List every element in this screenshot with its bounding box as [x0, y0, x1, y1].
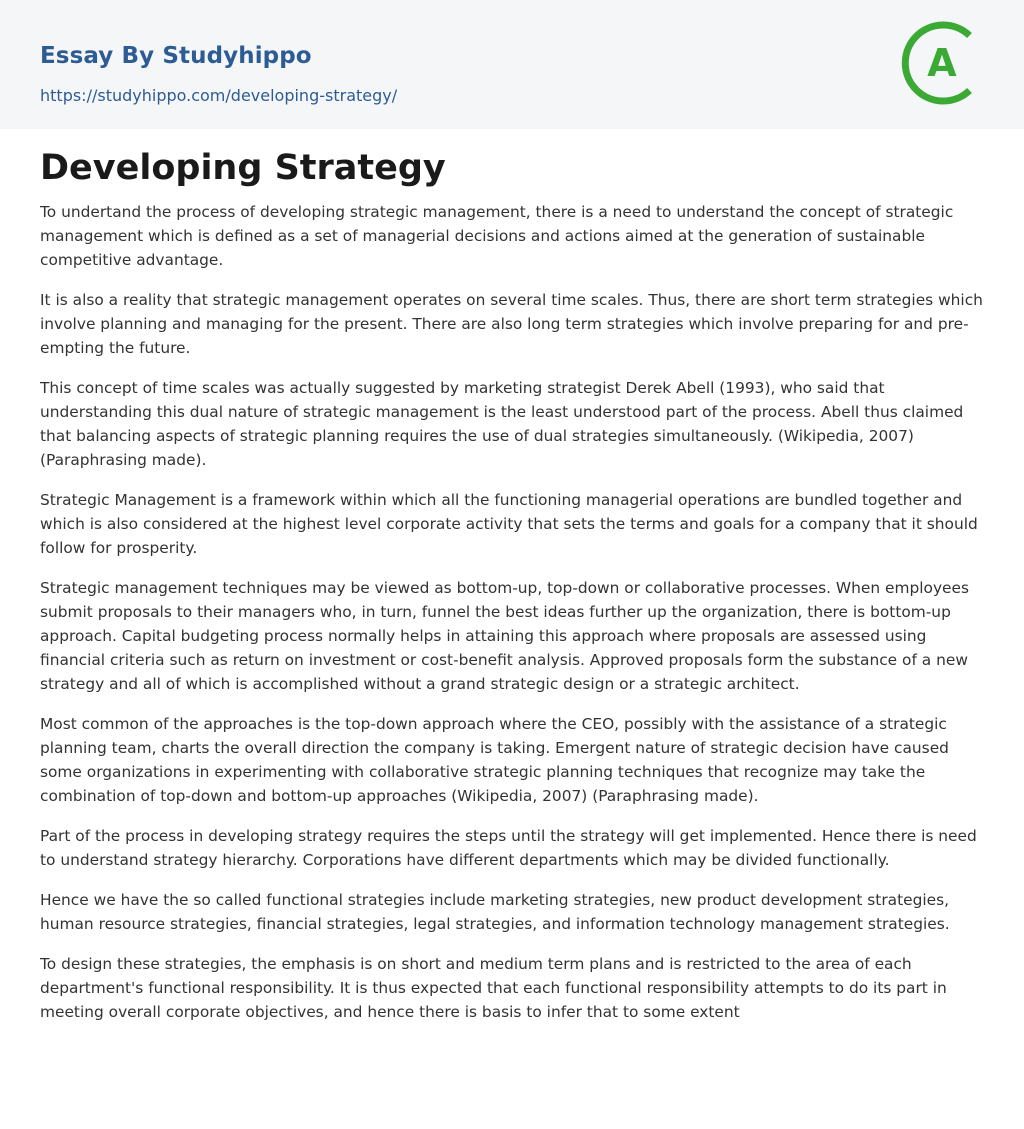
paragraph: To design these strategies, the emphasis is on short and medium term plans and is restricted to the area of each department's functional responsibility. It is thus expected that each functional responsibility attempts to do its part in meeting overall corporate objectives, and hence there is basis to infer that to some extent	[40, 955, 947, 1021]
paragraph: Hence we have the so called functional strategies include marketing strategies, new product development strategies, human resource strategies, financial strategies, legal strategies, and information technology management strategies.	[40, 891, 950, 933]
article-body	[40, 200, 988, 1040]
paragraph: Strategic Management is a framework within which all the functioning managerial operations are bundled together and which is also considered at the highest level corporate activity that sets the terms and goals for a company that it should follow for prosperity.	[40, 491, 978, 557]
paragraph: Part of the process in developing strategy requires the steps until the strategy will get implemented. Hence there is need to understand strategy hierarchy. Corporations have different departments which may be divided functionally.	[40, 827, 977, 869]
paragraph: To undertand the process of developing strategic management, there is a need to understand the concept of strategic management which is defined as a set of managerial decisions and actions aimed at the generation of sustainable competitive advantage.	[40, 203, 954, 269]
essay-url-link[interactable]: https://studyhippo.com/developing-strategy/	[40, 86, 398, 105]
brand-title[interactable]: Essay By Studyhippo	[40, 43, 312, 69]
studyhippo-logo-icon[interactable]	[899, 20, 985, 106]
paragraph: Strategic management techniques may be viewed as bottom-up, top-down or collaborative processes. When employees submit proposals to their managers who, in turn, funnel the best ideas further up the organization, there is bottom-up approach. Capital budgeting process normally helps in attaining this approach where proposals are assessed using financial criteria such as return on investment or cost-benefit analysis. Approved proposals form the substance of a new strategy and all of which is accomplished without a grand strategic design or a strategic architect.	[40, 579, 970, 693]
paragraph: Most common of the approaches is the top-down approach where the CEO, possibly with the assistance of a strategic planning team, charts the overall direction the company is taking. Emergent nature of strategic decision have caused some organizations in experimenting with collaborative strategic planning techniques that recognize may take the combination of top-down and bottom-up approaches (Wikipedia, 2007) (Paraphrasing made).	[40, 715, 949, 805]
logo-letter: A	[927, 41, 957, 85]
page-title: Developing Strategy	[40, 148, 446, 188]
paragraph: It is also a reality that strategic management operates on several time scales. Thus, there are short term strategies which involve planning and managing for the present. There are also long term strategies which involve preparing for and pre-empting the future.	[40, 291, 983, 357]
paragraph: This concept of time scales was actually suggested by marketing strategist Derek Abell (1993), who said that understanding this dual nature of strategic management is the least understood part of the process. Abell thus claimed that balancing aspects of strategic planning requires the use of dual strategies simultaneously. (Wikipedia, 2007) (Paraphrasing made).	[40, 379, 964, 469]
